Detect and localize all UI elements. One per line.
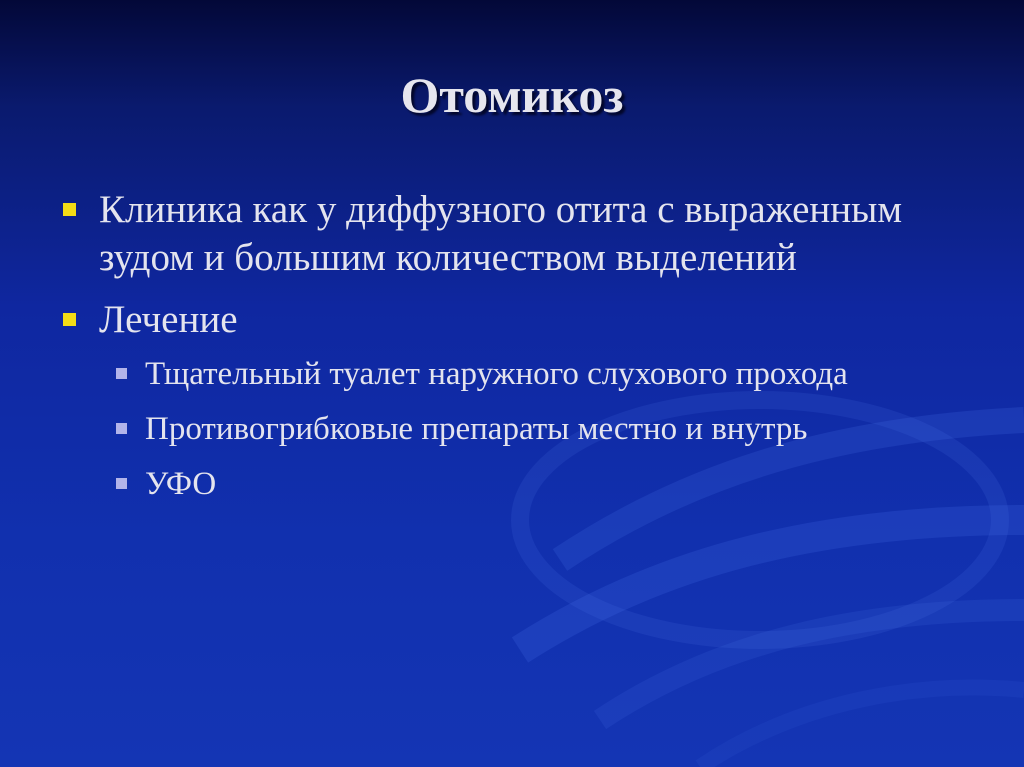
lavender-square-bullet-icon	[116, 478, 127, 489]
list-item-text: Лечение	[99, 298, 238, 341]
yellow-square-bullet-icon	[63, 313, 76, 326]
lavender-square-bullet-icon	[116, 368, 127, 379]
sub-list	[62, 352, 982, 507]
yellow-square-bullet-icon	[63, 203, 76, 216]
list-item	[62, 186, 982, 282]
sub-list-item-text: Противогрибковые препараты местно и внутрь	[145, 411, 808, 447]
lavender-square-bullet-icon	[116, 423, 127, 434]
bullet-list	[62, 186, 982, 517]
sub-list-item	[112, 352, 982, 397]
sub-list-item-text: УФО	[145, 466, 217, 502]
sub-list-item-text: Тщательный туалет наружного слухового прохода	[145, 356, 848, 392]
sub-list-item	[112, 407, 982, 452]
sub-list-item	[112, 462, 982, 507]
slide-title: Отомикоз	[400, 67, 624, 123]
list-item	[62, 296, 982, 344]
list-item-text: Клиника как у диффузного отита с выраженным зудом и большим количеством выделений	[99, 188, 903, 279]
